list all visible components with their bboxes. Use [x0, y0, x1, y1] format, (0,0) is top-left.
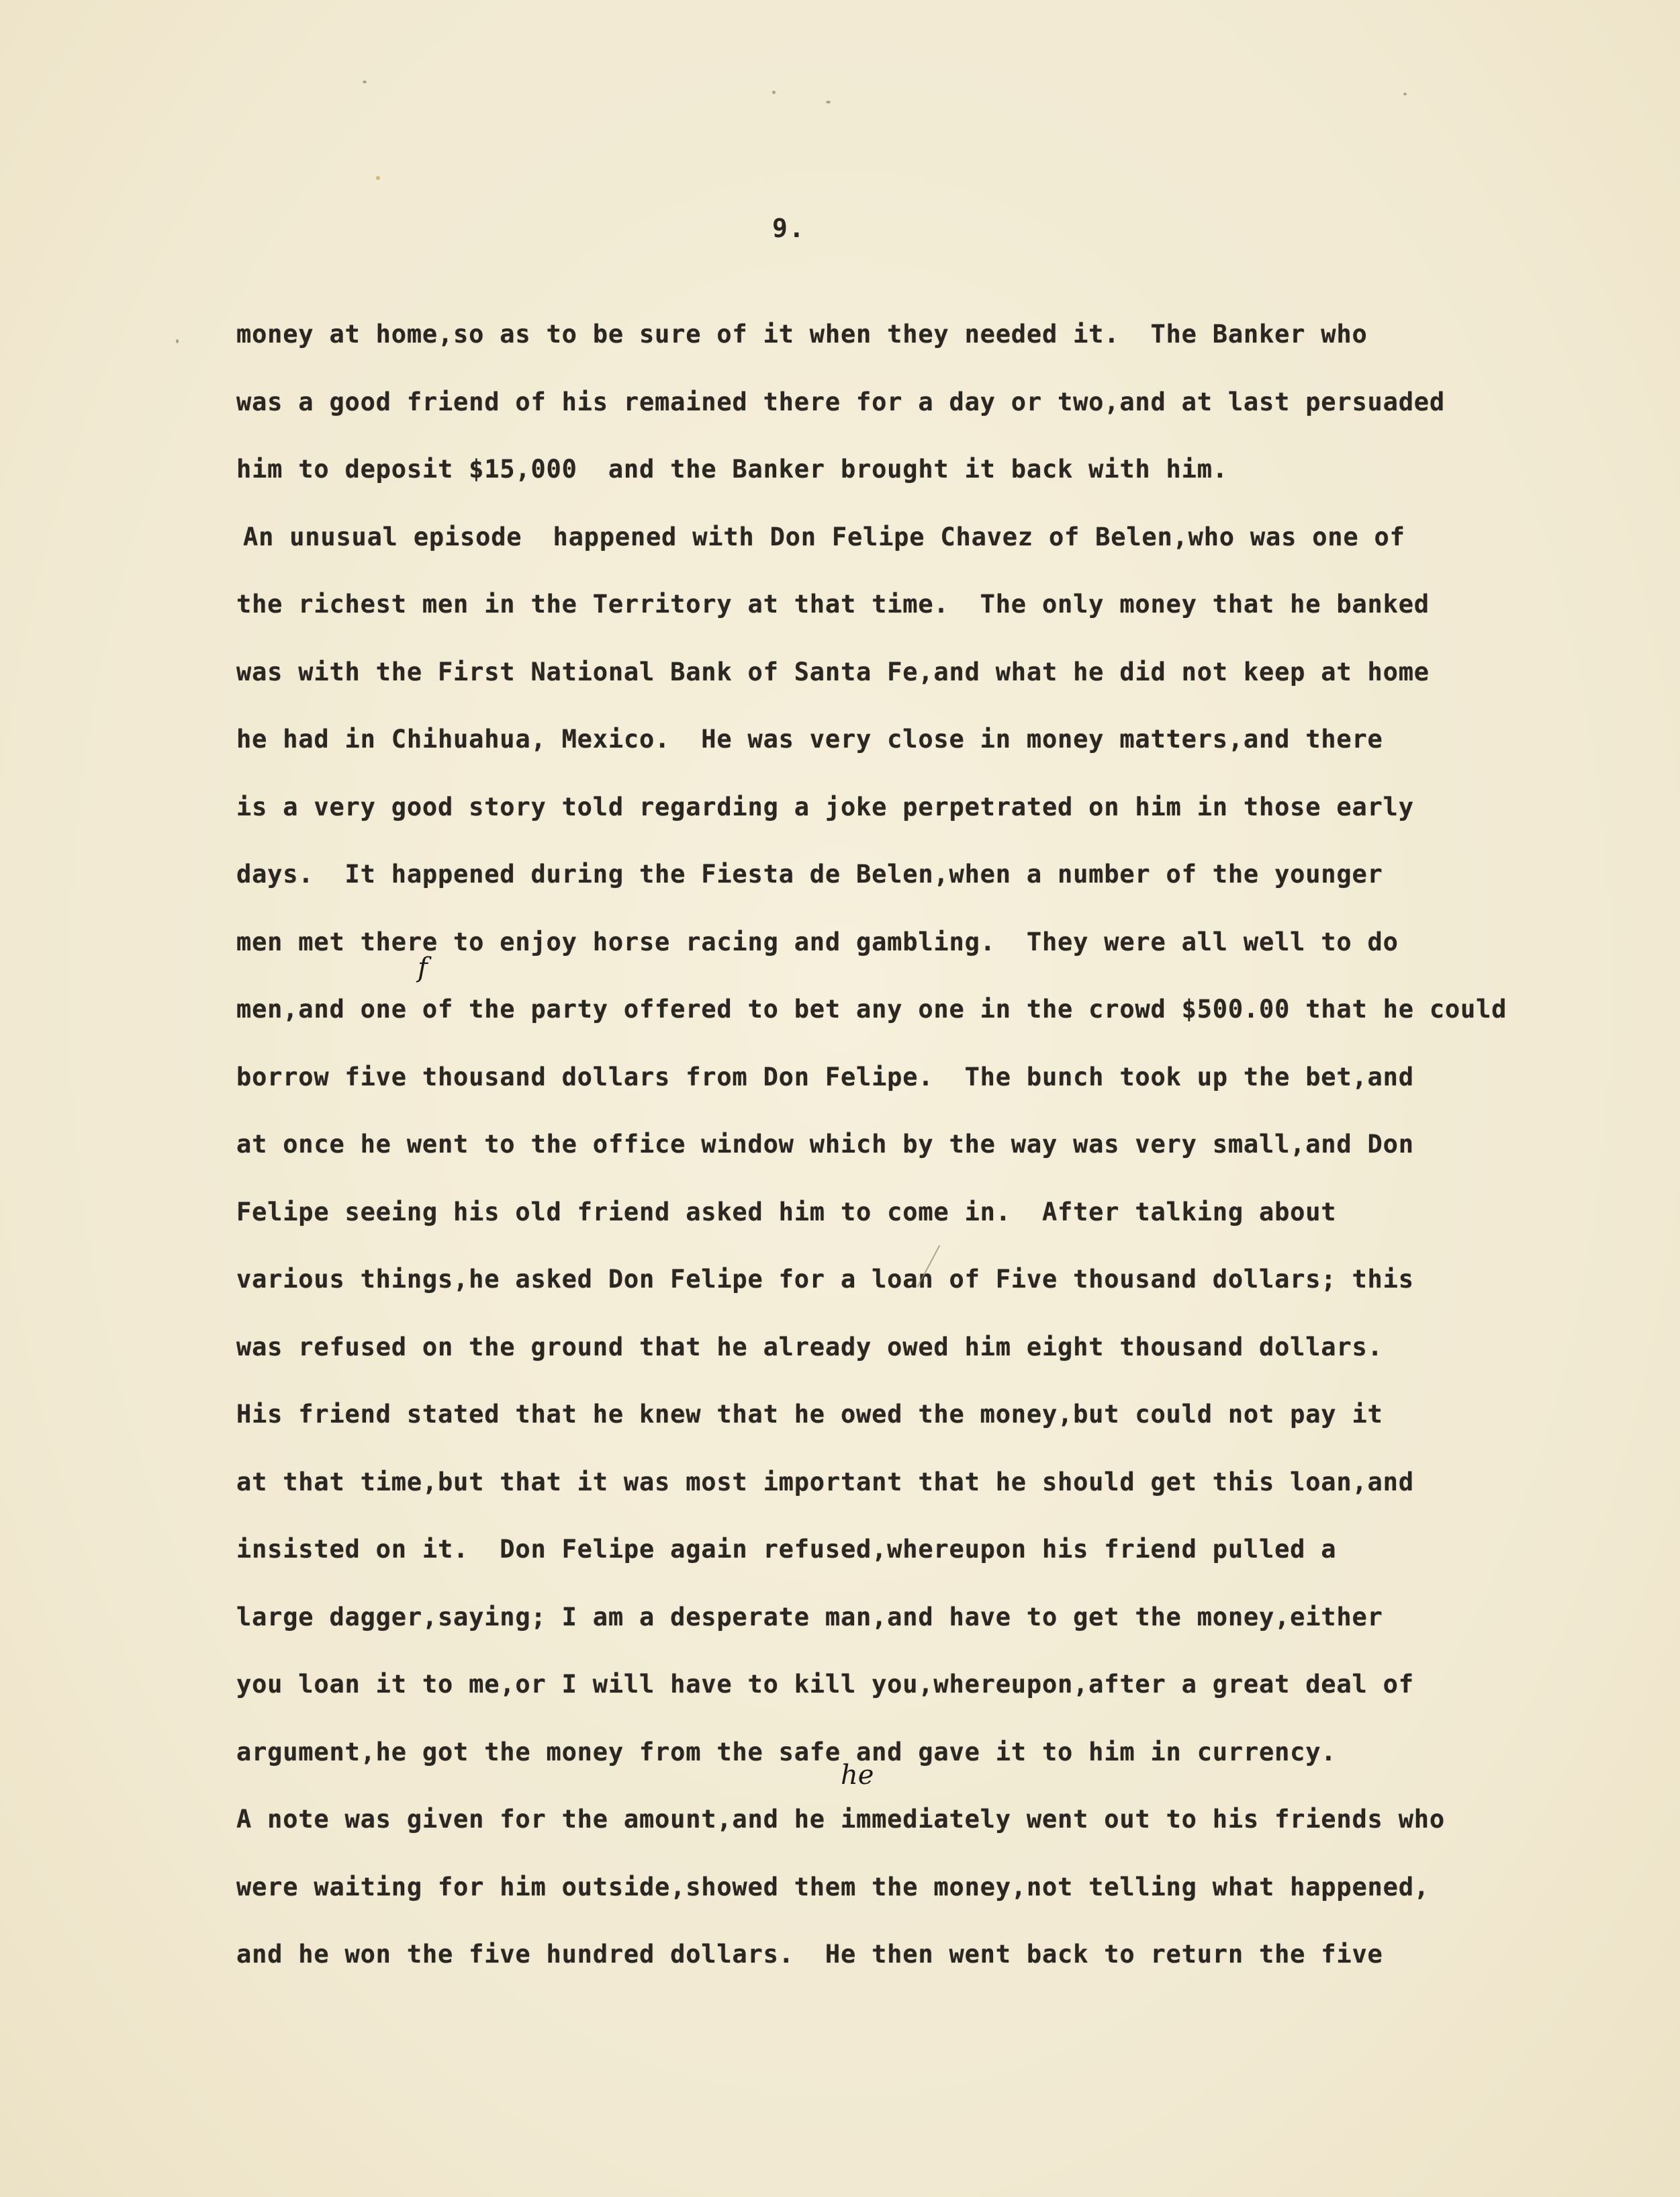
typewritten-body: [236, 301, 1552, 1989]
text-line: insisted on it. Don Felipe again refused,whereupon his friend pulled a: [236, 1535, 1337, 1564]
text-line: A note was given for the amount,and he immediately went out to his friends who: [236, 1805, 1445, 1834]
text-line: argument,he got the money from the safe and gave it to him in currency.: [236, 1737, 1337, 1766]
text-line: is a very good story told regarding a joke perpetrated on him in those early: [236, 792, 1414, 821]
paper-speck: [826, 101, 831, 103]
text-line: the richest men in the Territory at that time. The only money that he banked: [236, 590, 1430, 619]
text-line: An unusual episode happened with Don Felipe Chavez of Belen,who was one of: [243, 522, 1405, 551]
paper-speck: [363, 81, 367, 83]
text-line: Felipe seeing his old friend asked him to come in. After talking about: [236, 1197, 1337, 1226]
text-line: large dagger,saying; I am a desperate man,and have to get the money,either: [236, 1602, 1383, 1631]
text-line: was refused on the ground that he already owed him eight thousand dollars.: [236, 1332, 1383, 1361]
text-line: days. It happened during the Fiesta de Belen,when a number of the younger: [236, 860, 1383, 889]
paper-speck: [772, 91, 776, 94]
text-line: him to deposit $15,000 and the Banker brought it back with him.: [236, 455, 1228, 484]
text-line: borrow five thousand dollars from Don Felipe. The bunch took up the bet,and: [236, 1062, 1414, 1091]
paper-speck: [1403, 93, 1407, 95]
text-line: at once he went to the office window which by the way was very small,and Don: [236, 1130, 1414, 1159]
text-line: were waiting for him outside,showed them the money,not telling what happened,: [236, 1872, 1430, 1901]
text-line: he had in Chihuahua, Mexico. He was very close in money matters,and there: [236, 725, 1383, 754]
handwritten-insertion: f: [418, 952, 428, 983]
paper-speck: [376, 176, 380, 180]
text-line: was with the First National Bank of Santa Fe,and what he did not keep at home: [236, 657, 1430, 686]
text-line: men met there to enjoy horse racing and gambling. They were all well to do: [236, 927, 1399, 956]
text-line: money at home,so as to be sure of it when they needed it. The Banker who: [236, 320, 1368, 349]
page-number: 9.: [772, 214, 806, 243]
text-line: His friend stated that he knew that he owed the money,but could not pay it: [236, 1400, 1383, 1429]
text-line: at that time,but that it was most important that he should get this loan,and: [236, 1467, 1414, 1496]
handwritten-insertion: he: [841, 1760, 874, 1791]
text-line: and he won the five hundred dollars. He then went back to return the five: [236, 1940, 1383, 1969]
text-line: men,and one of the party offered to bet any one in the crowd $500.00 that he could: [236, 995, 1507, 1024]
text-line: various things,he asked Don Felipe for a loan of Five thousand dollars; this: [236, 1265, 1414, 1294]
text-line: you loan it to me,or I will have to kill you,whereupon,after a great deal of: [236, 1670, 1414, 1699]
paper-speck: [176, 339, 179, 343]
text-line: was a good friend of his remained there for a day or two,and at last persuaded: [236, 387, 1445, 416]
